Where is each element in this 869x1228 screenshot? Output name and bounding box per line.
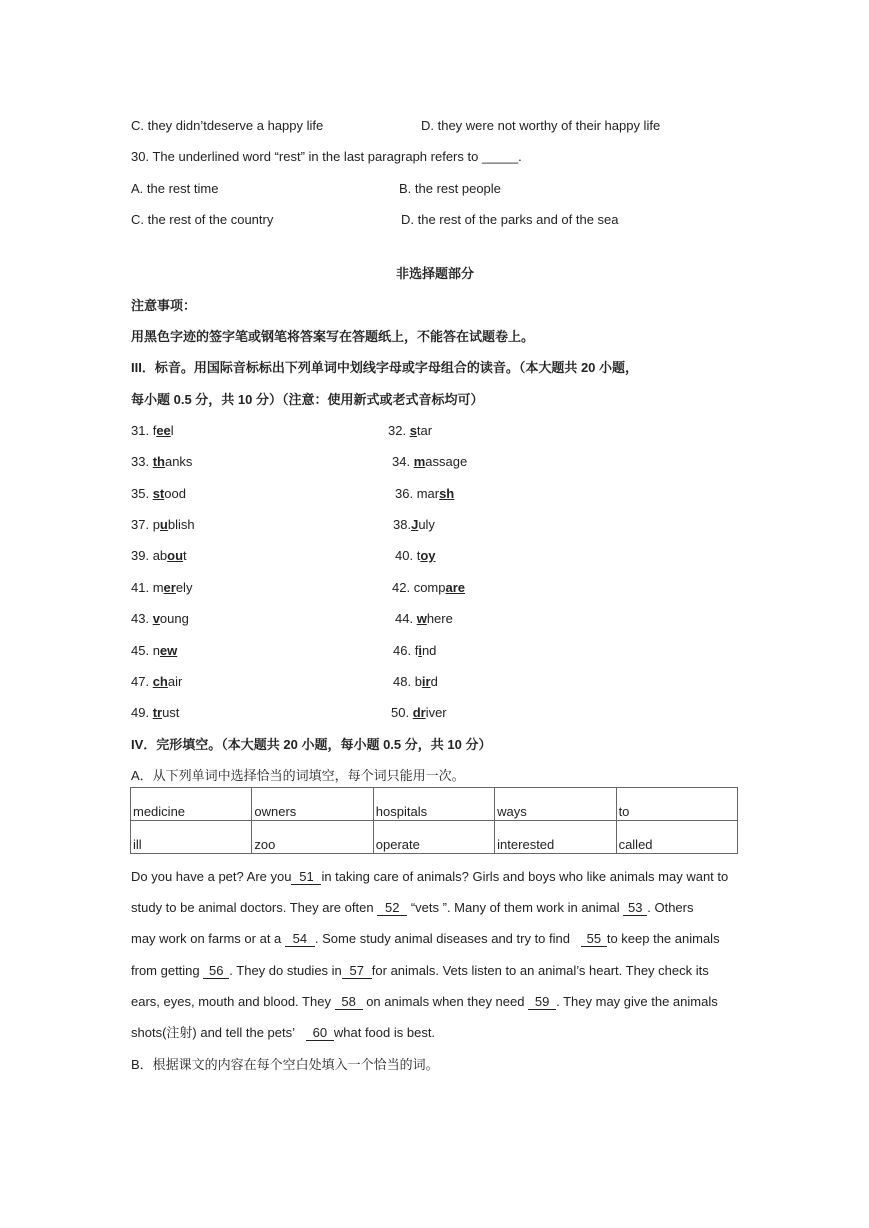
item-number: 49. [131,705,153,720]
underlined-letters: ch [152,674,168,689]
underlined-letters: st [152,486,165,501]
passage-text: shots(注射) and tell the pets’ [131,1025,296,1040]
blank-57[interactable]: 57 [342,963,372,979]
word-part: f [414,643,419,658]
word-part: air [167,674,183,689]
passage-text: . They may give the animals [556,994,718,1009]
word-bank-cell: ways [495,788,616,821]
item-number: 36. [395,486,417,501]
word-bank-cell: hospitals [373,788,494,821]
phonetic-item [131,580,192,596]
part-a-instruction: A．从下列单词中选择恰当的词填空，每个词只能用一次。 [131,768,465,783]
underlined-letters: w [416,611,427,626]
underlined-letters: are [445,580,466,595]
q30-stem: 30. The underlined word “rest” in the last paragraph refers to _____. [131,149,522,164]
q29-option-d: D. they were not worthy of their happy life [421,118,661,133]
item-number: 41. [131,580,153,595]
passage-line [131,994,718,1010]
word-part: here [426,611,453,626]
item-number: 42. [392,580,414,595]
item-number: 32. [388,423,410,438]
passage-text: what food is best. [333,1025,436,1040]
blank-58[interactable]: 58 [335,994,363,1010]
blank-55[interactable]: 55 [581,931,607,947]
section4-heading: IV．完形填空。（本大题共 20 小题，每小题 0.5 分，共 10 分） [131,737,492,752]
q30-option-a: A. the rest time [131,181,219,196]
underlined-letters: er [163,580,176,595]
passage-text: “vets ”. Many of them work in animal [410,900,620,915]
word-bank-cell: owners [252,788,373,821]
phonetic-item [393,517,435,533]
phonetic-item [395,611,453,627]
phonetic-item [131,705,179,721]
word-bank-cell: zoo [252,821,373,854]
phonetic-item [131,423,174,439]
phonetic-item [131,454,192,470]
passage-text: ears, eyes, mouth and blood. They [131,994,331,1009]
word-bank-cell: called [616,821,737,854]
word-bank-cell: ill [131,821,252,854]
word-part: ely [175,580,193,595]
item-number: 37. [131,517,153,532]
word-bank-cell: operate [373,821,494,854]
passage-line [131,931,720,947]
phonetic-item [131,517,195,533]
part-b-instruction: B．根据课文的内容在每个空白处填入一个恰当的词。 [131,1057,439,1072]
word-part: ust [162,705,180,720]
phonetic-item [391,705,447,721]
phonetic-item [395,548,435,564]
word-part: uly [418,517,435,532]
underlined-letters: J [411,517,419,532]
word-bank-cell: interested [495,821,616,854]
blank-51[interactable]: 51 [291,869,321,885]
underlined-letters: m [413,454,426,469]
passage-line [131,869,728,885]
blank-60[interactable]: 60 [306,1025,334,1041]
underlined-letters: th [152,454,165,469]
item-number: 44. [395,611,417,626]
phonetic-item [392,580,465,596]
word-part: n [152,643,160,658]
word-bank-cell: to [616,788,737,821]
word-part: nd [421,643,437,658]
underlined-letters: ir [421,674,431,689]
q30-option-c: C. the rest of the country [131,212,274,227]
word-part: d [430,674,438,689]
passage-text: may work on farms or at a [131,931,282,946]
word-part: iver [425,705,447,720]
phonetic-item [393,643,436,659]
word-part: oung [159,611,189,626]
word-part: blish [167,517,195,532]
word-part: t [416,548,421,563]
phonetic-item [131,486,186,502]
phonetic-item [131,611,189,627]
part2-title: 非选择题部分 [396,266,475,281]
underlined-letters: u [159,517,168,532]
section3-heading-line2: 每小题 0.5 分，共 10 分）（注意：使用新式或老式音标均可） [131,392,484,407]
blank-54[interactable]: 54 [285,931,315,947]
underlined-letters: sh [439,486,455,501]
underlined-letters: ou [167,548,184,563]
passage-text: study to be animal doctors. They are often [131,900,374,915]
passage-text: Do you have a pet? Are you [131,869,292,884]
word-part: t [183,548,187,563]
word-part: l [170,423,174,438]
passage-line [131,1025,435,1041]
word-part: tar [416,423,433,438]
item-number: 40. [395,548,417,563]
q29-option-c: C. they didn’tdeserve a happy life [131,118,324,133]
phonetic-item [131,548,187,564]
word-part: anks [164,454,193,469]
section3-heading-line1: III．标音。用国际音标标出下列单词中划线字母或字母组合的读音。（本大题共 20 小题， [131,360,639,375]
passage-line [131,900,694,916]
passage-text: on animals when they need [366,994,525,1009]
blank-59[interactable]: 59 [528,994,556,1010]
item-number: 39. [131,548,153,563]
underlined-letters: dr [412,705,426,720]
word-part: b [414,674,422,689]
word-part: f [152,423,157,438]
item-number: 45. [131,643,153,658]
phonetic-item [393,674,438,690]
phonetic-item [131,674,182,690]
underlined-letters: s [409,423,417,438]
passage-line [131,963,709,979]
blank-52[interactable]: 52 [377,900,407,916]
passage-text: for animals. Vets listen to an animal’s heart. They check its [371,963,709,978]
passage-text: from getting [131,963,200,978]
item-number: 48. [393,674,415,689]
word-part: assage [425,454,468,469]
phonetic-item [392,454,467,470]
blank-56[interactable]: 56 [203,963,229,979]
word-part: comp [413,580,446,595]
word-bank-table [130,787,738,854]
phonetic-item [131,643,177,659]
passage-text: . Others [647,900,694,915]
underlined-letters: i [418,643,422,658]
word-part: ab [152,548,168,563]
passage-text: to keep the animals [606,931,720,946]
q30-option-b: B. the rest people [399,181,501,196]
item-number: 43. [131,611,153,626]
item-number: 38. [393,517,412,532]
underlined-letters: tr [152,705,163,720]
word-part: m [152,580,164,595]
word-part: mar [416,486,440,501]
underlined-letters: ew [159,643,178,658]
item-number: 34. [392,454,414,469]
underlined-letters: oy [420,548,436,563]
passage-text: . Some study animal diseases and try to find [314,931,570,946]
notice-label: 注意事项： [131,298,197,313]
word-bank-row [131,788,738,821]
item-number: 35. [131,486,153,501]
q30-option-d: D. the rest of the parks and of the sea [401,212,619,227]
passage-text: in taking care of animals? Girls and boys who like animals may want to [321,869,729,884]
word-part: p [152,517,160,532]
underlined-letters: v [152,611,160,626]
item-number: 31. [131,423,153,438]
item-number: 33. [131,454,153,469]
underlined-letters: ee [156,423,171,438]
phonetic-item [388,423,432,439]
phonetic-item [395,486,454,502]
item-number: 50. [391,705,413,720]
word-part: ood [164,486,186,501]
item-number: 47. [131,674,153,689]
word-bank-cell: medicine [131,788,252,821]
blank-53[interactable]: 53 [623,900,647,916]
passage-text: . They do studies in [229,963,342,978]
item-number: 46. [393,643,415,658]
word-bank-row [131,821,738,854]
notice-text: 用黑色字迹的签字笔或钢笔将答案写在答题纸上，不能答在试题卷上。 [131,329,535,344]
